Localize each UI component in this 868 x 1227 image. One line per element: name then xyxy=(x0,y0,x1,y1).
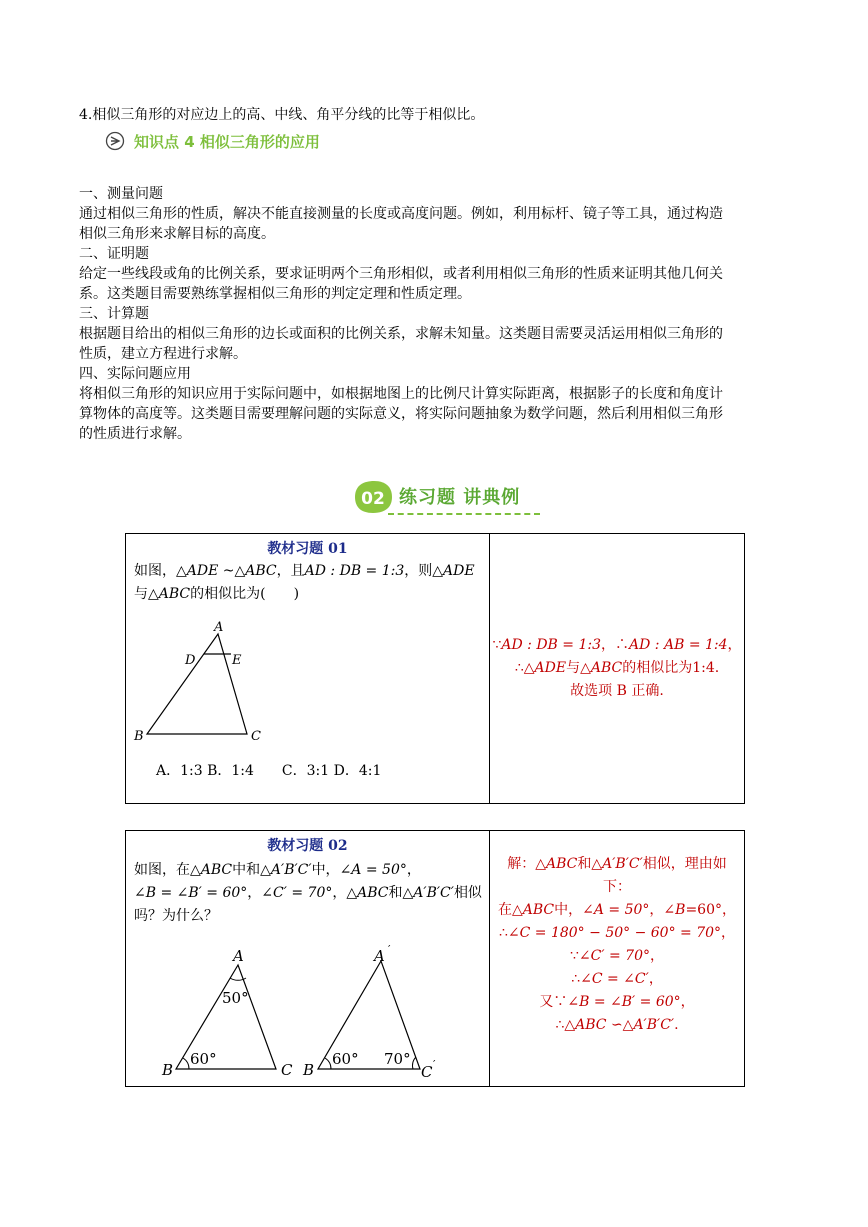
section-line: 的性质进行求解。 xyxy=(79,426,191,442)
answer-line: ∵AD : DB = 1:3，∴AD : AB = 1:4， xyxy=(492,637,742,653)
answer-line: 故选项 B 正确. xyxy=(570,683,664,699)
knowledge-point-heading xyxy=(105,128,320,154)
section-banner xyxy=(352,479,552,521)
exercise-title: 教材习题 02 xyxy=(267,838,348,854)
answer-line: 在△ABC中，∠A = 50°，∠B=60°， xyxy=(497,902,736,918)
vertex-label-a: A xyxy=(214,620,224,635)
answer-line: 解：△ABC和△A′B′C′相似，理由如 xyxy=(507,856,727,872)
answer-line: ∴△ABC ∽△A′B′C′. xyxy=(555,1017,679,1033)
vertex-label-c-prime: C xyxy=(421,1063,433,1081)
exercise-1-question-cell xyxy=(126,534,490,804)
angle-label-c-prime: 70° xyxy=(384,1050,411,1068)
section-heading: 二、证明题 xyxy=(79,246,149,262)
answer-line: 下： xyxy=(603,879,631,895)
answer-line: ∴△ADE与△ABC的相似比为1:4. xyxy=(514,660,720,676)
section-line: 通过相似三角形的性质，解决不能直接测量的长度或高度问题。例如，利用标杆、镜子等工具，通过构造 xyxy=(79,206,723,222)
question-line: 如图，△ADE ~△ABC，且AD : DB = 1:3，则△ADE xyxy=(134,563,475,579)
angle-label-a: 50° xyxy=(222,989,249,1007)
section-line: 根据题目给出的相似三角形的边长或面积的比例关系，求解未知量。这类题目需要灵活运用相似三角形的 xyxy=(79,326,723,342)
angle-label-b: 60° xyxy=(190,1050,217,1068)
exercise-1-answer-cell xyxy=(490,534,745,804)
vertex-label-c: C xyxy=(251,729,261,744)
section-line: 系。这类题目需要熟练掌握相似三角形的判定定理和性质定理。 xyxy=(79,286,471,302)
section-line: 相似三角形来求解目标的高度。 xyxy=(79,226,275,242)
vertex-label-b: B xyxy=(134,729,144,744)
prime-mark: ′ xyxy=(388,945,391,956)
vertex-label-b-prime: B xyxy=(303,1061,315,1079)
section-line: 算物体的高度等。这类题目需要理解问题的实际意义，将实际问题抽象为数学问题，然后利用相似三角形 xyxy=(79,406,723,422)
section-heading: 三、计算题 xyxy=(79,306,149,322)
triangle-figure-1 xyxy=(132,618,282,748)
arrow-circle-icon xyxy=(105,131,125,151)
prime-mark: ′ xyxy=(433,1058,436,1071)
exercise-2-answer-cell xyxy=(490,831,745,1087)
answer-options: A．1:3 B．1:4 C．3:1 D．4:1 xyxy=(156,763,382,779)
answer-line: ∴∠C = ∠C′， xyxy=(571,971,663,987)
vertex-label-b: B xyxy=(162,1061,174,1079)
exercise-title: 教材习题 01 xyxy=(267,541,348,557)
section-line: 性质，建立方程进行求解。 xyxy=(79,346,247,362)
exercise-2-table xyxy=(125,830,745,1087)
vertex-label-d: D xyxy=(185,653,196,668)
leaf-badge-icon xyxy=(352,479,394,515)
question-line: 与△ABC的相似比为( ) xyxy=(134,586,300,602)
vertex-label-a-prime: A xyxy=(374,947,385,965)
answer-line: 又∵∠B = ∠B′ = 60°， xyxy=(539,994,695,1010)
answer-line: ∴∠C = 180° − 50° − 60° = 70°， xyxy=(498,925,736,941)
answer-line: ∵∠C′ = 70°， xyxy=(570,948,664,964)
exercise-2-question-cell xyxy=(126,831,490,1087)
vertex-label-c: C xyxy=(281,1061,293,1079)
section-heading: 一、测量问题 xyxy=(79,186,163,202)
triangle-figures-2 xyxy=(156,945,466,1085)
sections-block xyxy=(79,184,799,444)
knowledge-point-title: 知识点 4 相似三角形的应用 xyxy=(134,132,320,151)
question-line: 如图，在△ABC中和△A′B′C′中，∠A = 50°， xyxy=(134,862,421,878)
section-line: 给定一些线段或角的比例关系，要求证明两个三角形相似，或者利用相似三角形的性质来证明其他几何关 xyxy=(79,266,723,282)
vertex-label-a: A xyxy=(233,947,244,965)
vertex-label-e: E xyxy=(232,653,242,668)
banner-dash xyxy=(388,513,540,515)
angle-label-b-prime: 60° xyxy=(332,1050,359,1068)
banner-number: 02 xyxy=(361,489,385,509)
section-line: 将相似三角形的知识应用于实际问题中，如根据地图上的比例尺计算实际距离，根据影子的长度和角度计 xyxy=(79,386,723,402)
intro-point-4: 4.相似三角形的对应边上的高、中线、角平分线的比等于相似比。 xyxy=(79,107,485,123)
banner-title: 练习题 讲典例 xyxy=(399,487,521,508)
exercise-1-table xyxy=(125,533,745,804)
section-heading: 四、实际问题应用 xyxy=(79,366,191,382)
question-line: ∠B = ∠B′ = 60°，∠C′ = 70°，△ABC和△A′B′C′相似 xyxy=(134,885,482,901)
question-line: 吗？为什么？ xyxy=(134,908,218,924)
